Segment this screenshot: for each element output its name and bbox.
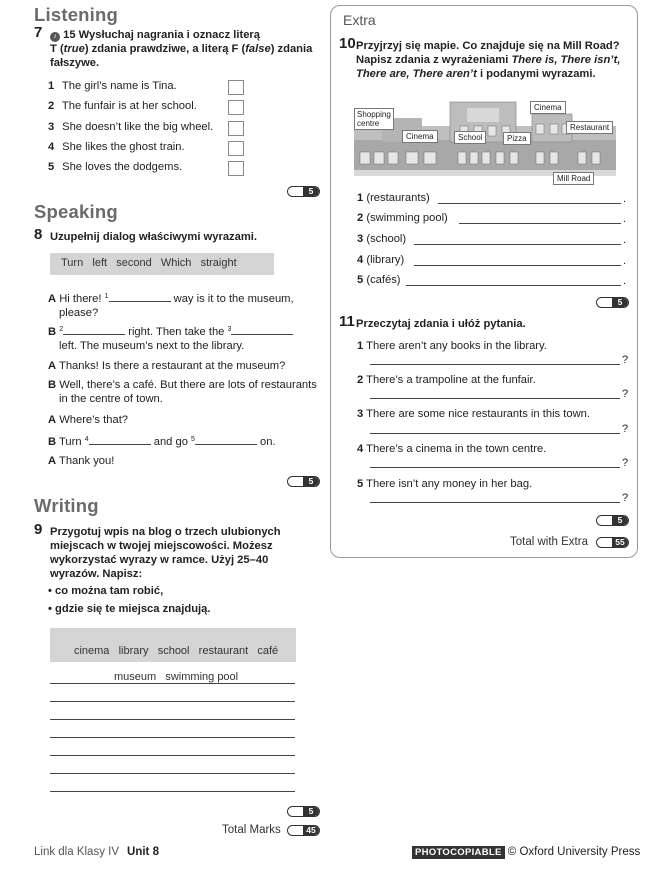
map-item: 5 (cafés) <box>357 274 401 286</box>
answer-line[interactable] <box>370 467 620 468</box>
blank-input[interactable] <box>89 435 151 445</box>
map-item: 2 (swimming pool) <box>357 212 448 224</box>
total-marks-box[interactable]: 45 <box>287 825 320 836</box>
answer-checkbox[interactable] <box>228 121 244 136</box>
map-label-mill-road: Mill Road <box>553 172 594 185</box>
extra-title: Extra <box>343 12 376 28</box>
footer-copyright: PHOTOCOPIABLE © Oxford University Press <box>412 846 640 858</box>
dialogue-line: A Where’s that? <box>48 414 129 426</box>
tf-item: 2 The funfair is at her school. <box>48 100 244 120</box>
score-box[interactable]: 5 <box>287 476 320 487</box>
answer-checkbox[interactable] <box>228 141 244 156</box>
task-9-instruction: 9 Przygotuj wpis na blog o trzech ulubionych miejscach w twojej miejscowości. Możesz wykorzystać wyrazy w ramce. Użyj 25–40 wyrazów. Napisz: <box>34 521 281 580</box>
dialogue-line: A Thank you! <box>48 455 115 467</box>
dialogue-line: A Thanks! Is there a restaurant at the museum? <box>48 360 286 372</box>
map-label-pizza: Pizza <box>503 132 531 145</box>
answer-checkbox[interactable] <box>228 100 244 115</box>
answer-line[interactable] <box>438 203 621 204</box>
section-heading-listening: Listening <box>34 4 119 25</box>
writing-line[interactable] <box>50 719 295 720</box>
total-with-extra-label: Total with Extra <box>510 536 588 548</box>
tf-item: 5 She loves the dodgems. <box>48 161 244 181</box>
task-10-instruction: 10 Przyjrzyj się mapie. Co znajduje się na Mill Road? Napisz zdania z wyrażeniami There is, There isn’t, There are, There aren’t i podanymi wyrazami. <box>339 35 621 80</box>
task-8-instruction: 8 Uzupełnij dialog właściwymi wyrazami. <box>34 226 258 243</box>
map-label-shopping-centre: Shopping centre <box>354 108 394 130</box>
tf-item: 3 She doesn’t like the big wheel. <box>48 121 244 141</box>
task-number: 7 <box>34 24 43 41</box>
word-bank: Turn left second Which straight <box>50 253 274 275</box>
score-box[interactable]: 5 <box>596 515 629 526</box>
writing-line[interactable] <box>50 737 295 738</box>
answer-line[interactable] <box>370 398 620 399</box>
answer-line[interactable] <box>370 364 620 365</box>
question-item: 3 There are some nice restaurants in this town. <box>357 408 590 420</box>
dialogue-line: A Hi there! $^1$ way is it to the museum, please? <box>48 293 294 319</box>
task-7-instruction: 7 ♪ 15 Wysłuchaj nagrania i oznacz literą T (true) zdania prawdziwe, a literą F (false) zdania fałszywe. <box>34 24 313 69</box>
question-item: 4 There’s a cinema in the town centre. <box>357 443 547 455</box>
section-heading-speaking: Speaking <box>34 201 118 222</box>
answer-line[interactable] <box>414 244 621 245</box>
total-marks-label: Total Marks <box>222 824 281 836</box>
map-label-school: School <box>454 131 486 144</box>
task-11-instruction: 11 Przeczytaj zdania i ułóż pytania. <box>339 313 526 330</box>
map-item: 1 (restaurants) <box>357 192 430 204</box>
blank-input[interactable] <box>109 292 171 302</box>
score-box[interactable]: 5 <box>596 297 629 308</box>
writing-line[interactable] <box>50 701 295 702</box>
answer-line[interactable] <box>459 223 621 224</box>
footer-book-title: Link dla Klasy IV Unit 8 <box>34 846 159 858</box>
dialogue-line: B Turn $^4$ and go $^5$ on. <box>48 436 276 448</box>
writing-line[interactable] <box>50 773 295 774</box>
footer-unit: Unit 8 <box>127 846 159 858</box>
answer-checkbox[interactable] <box>228 80 244 95</box>
audio-cd-icon: ♪ <box>50 32 60 42</box>
map-item: 3 (school) <box>357 233 407 245</box>
map-label-restaurant: Restaurant <box>566 121 613 134</box>
answer-line[interactable] <box>406 285 621 286</box>
school-roof-detail <box>467 108 499 122</box>
tf-item: 4 She likes the ghost train. <box>48 141 244 161</box>
map-item: 4 (library) <box>357 254 405 266</box>
section-heading-writing: Writing <box>34 495 99 516</box>
blank-input[interactable] <box>195 435 257 445</box>
question-item: 5 There isn’t any money in her bag. <box>357 478 533 490</box>
answer-line[interactable] <box>414 265 621 266</box>
answer-checkbox[interactable] <box>228 161 244 176</box>
writing-line[interactable] <box>50 755 295 756</box>
blank-input[interactable] <box>231 325 293 335</box>
track-number: 15 <box>63 29 76 41</box>
question-item: 2 There’s a trampoline at the funfair. <box>357 374 536 386</box>
score-box[interactable]: 5 <box>287 806 320 817</box>
question-item: 1 There aren’t any books in the library. <box>357 340 547 352</box>
dialogue-line: B Well, there’s a café. But there are lots of restaurants in the centre of town. <box>48 379 317 405</box>
score-box[interactable]: 5 <box>287 186 320 197</box>
answer-line[interactable] <box>370 502 620 503</box>
map-label-cinema-top: Cinema <box>530 101 566 114</box>
answer-line[interactable] <box>370 433 620 434</box>
writing-line[interactable] <box>50 791 295 792</box>
task-bullet: • co można tam robić, <box>48 585 164 597</box>
word-bank: cinema library school restaurant café museum swimming pool <box>50 628 296 662</box>
blank-input[interactable] <box>63 325 125 335</box>
dialogue-line: B $^2$ right. Then take the $^3$ left. The museum’s next to the library. <box>48 323 328 353</box>
map-label-cinema: Cinema <box>402 130 438 143</box>
tf-item: 1 The girl’s name is Tina. <box>48 80 244 100</box>
writing-line[interactable] <box>50 683 295 684</box>
total-with-extra-box[interactable]: 55 <box>596 537 629 548</box>
task-bullet: • gdzie się te miejsca znajdują. <box>48 603 211 615</box>
photocopiable-badge: PHOTOCOPIABLE <box>412 846 505 859</box>
